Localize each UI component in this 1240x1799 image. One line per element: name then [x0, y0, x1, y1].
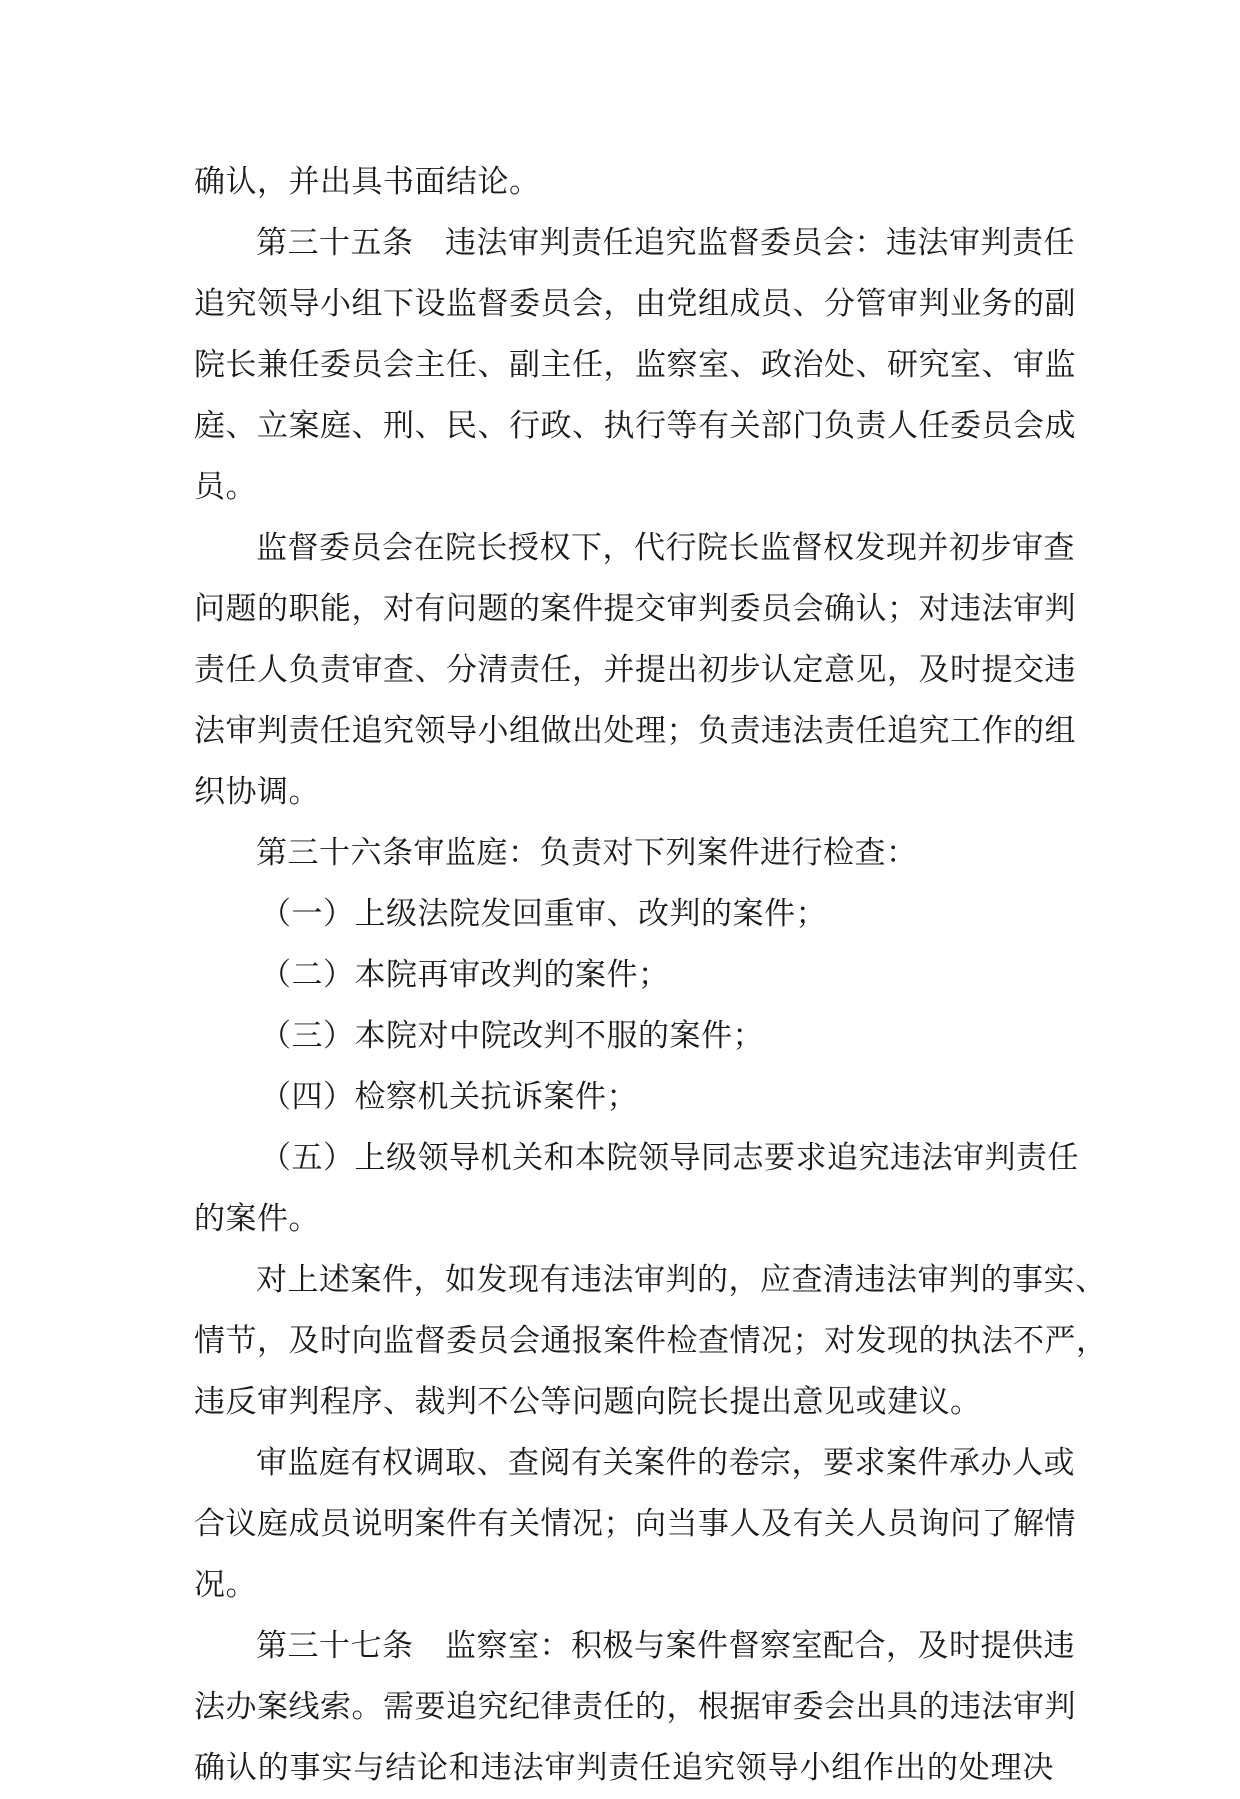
paragraph-start-line: 对上述案件，如发现有违法审判的，应查清违法审判的事实、	[256, 1262, 1107, 1298]
article-36-heading-line: 第三十六条审监庭：负责对下列案件进行检查：	[256, 835, 918, 871]
text-line: 问题的职能，对有问题的案件提交审判委员会确认；对违法审判	[194, 591, 1076, 627]
text-line: 确认，并出具书面结论。	[194, 164, 541, 200]
text-line: 违反审判程序、裁判不公等问题向院长提出意见或建议。	[194, 1384, 982, 1420]
paragraph-start-line: 审监庭有权调取、查阅有关案件的卷宗，要求案件承办人或	[256, 1445, 1075, 1481]
article-37-heading-line: 第三十七条 监察室：积极与案件督察室配合，及时提供违	[256, 1628, 1075, 1664]
paragraph-start-line: 监督委员会在院长授权下，代行院长监督权发现并初步审查	[256, 530, 1075, 566]
text-line: 情节，及时向监督委员会通报案件检查情况；对发现的执法不严，	[194, 1323, 1108, 1359]
list-item: （四）检察机关抗诉案件；	[260, 1079, 638, 1115]
text-line: 的案件。	[194, 1201, 320, 1237]
text-line: 追究领导小组下设监督委员会，由党组成员、分管审判业务的副	[194, 286, 1076, 322]
text-line: 庭、立案庭、刑、民、行政、执行等有关部门负责人任委员会成	[194, 408, 1076, 444]
list-item: （二）本院再审改判的案件；	[260, 957, 670, 993]
text-line: 院长兼任委员会主任、副主任，监察室、政治处、研究室、审监	[194, 347, 1076, 383]
text-line: 法审判责任追究领导小组做出处理；负责违法责任追究工作的组	[194, 713, 1076, 749]
article-35-heading-line: 第三十五条 违法审判责任追究监督委员会：违法审判责任	[256, 225, 1075, 261]
list-item: （三）本院对中院改判不服的案件；	[260, 1018, 764, 1054]
list-item: （五）上级领导机关和本院领导同志要求追究违法审判责任	[260, 1140, 1079, 1176]
text-line: 确认的事实与结论和违法审判责任追究领导小组作出的处理决	[194, 1750, 1054, 1786]
text-line: 员。	[194, 469, 257, 505]
text-line: 况。	[194, 1567, 257, 1603]
text-line: 合议庭成员说明案件有关情况；向当事人及有关人员询问了解情	[194, 1506, 1076, 1542]
text-line: 法办案线索。需要追究纪律责任的，根据审委会出具的违法审判	[194, 1689, 1076, 1725]
text-line: 织协调。	[194, 774, 320, 810]
text-line: 责任人负责审查、分清责任，并提出初步认定意见，及时提交违	[194, 652, 1076, 688]
document-body	[194, 152, 1108, 1799]
list-item: （一）上级法院发回重审、改判的案件；	[260, 896, 827, 932]
